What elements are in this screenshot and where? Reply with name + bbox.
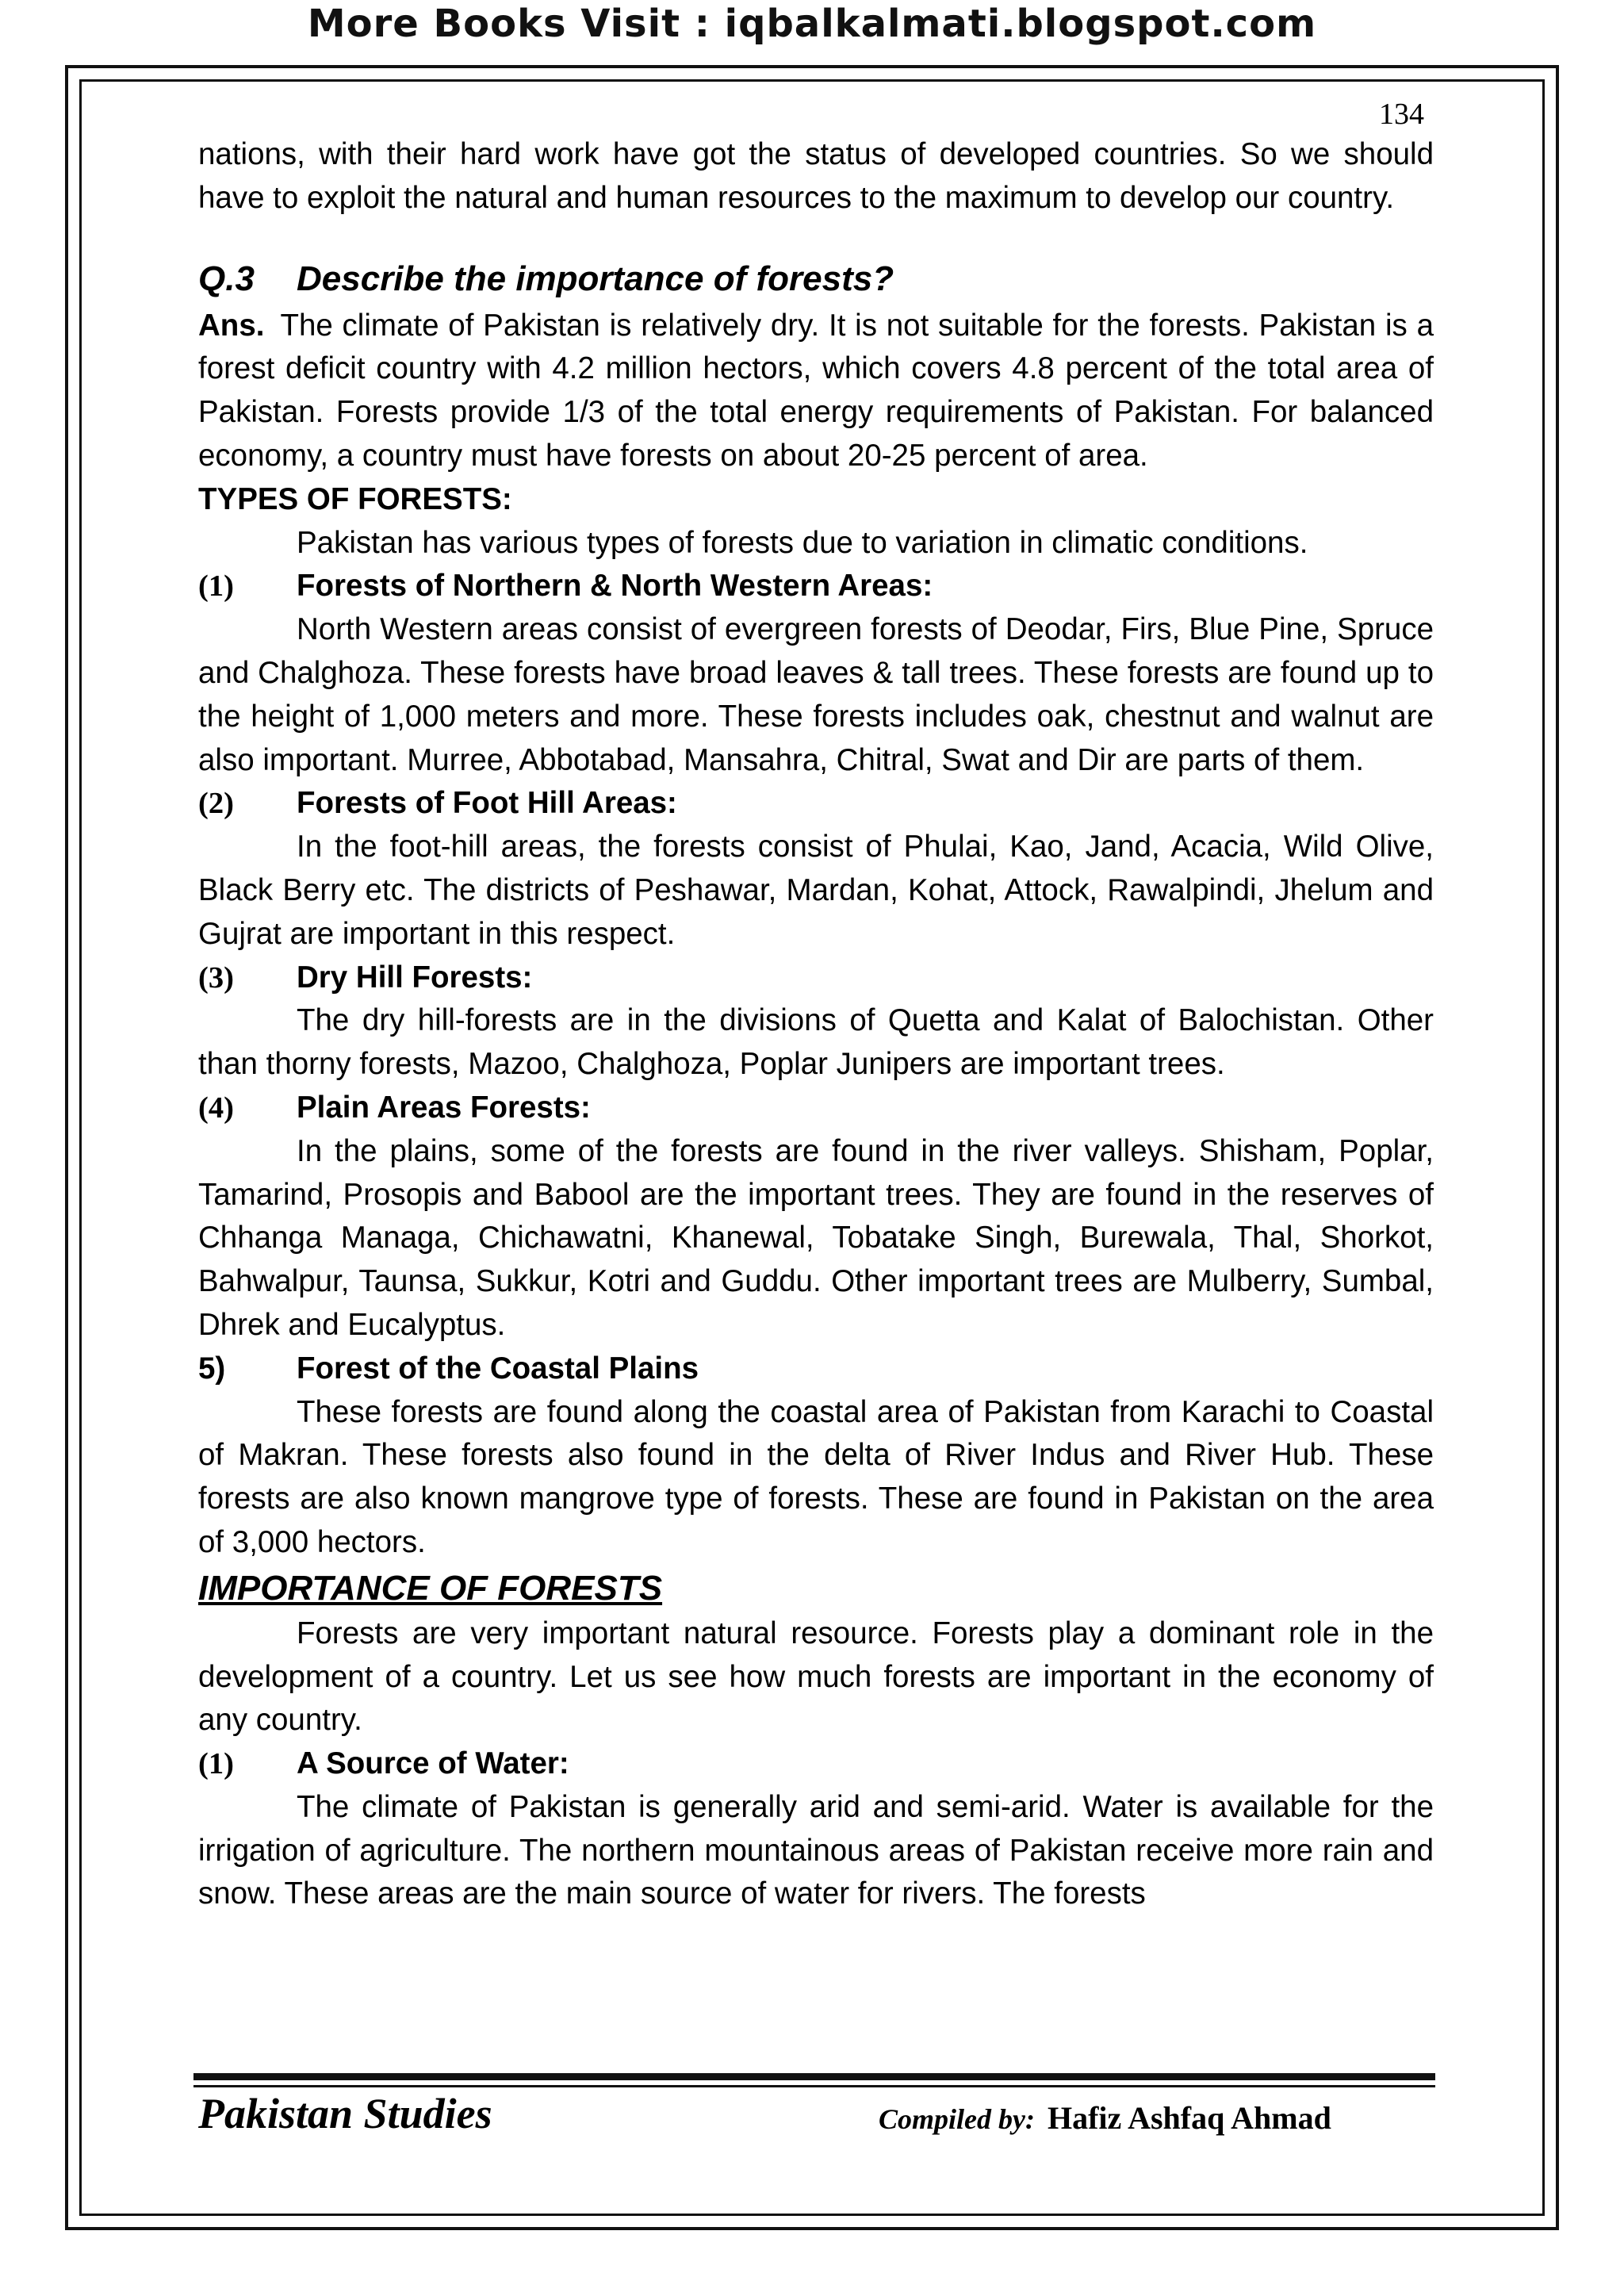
item-title: Forest of the Coastal Plains (297, 1351, 699, 1386)
forest-type-heading (198, 565, 1434, 608)
footer-rule-thin (193, 2085, 1435, 2087)
footer-rule-thick (193, 2073, 1435, 2080)
item-title: Dry Hill Forests: (297, 960, 533, 995)
forest-type-text: North Western areas consist of evergreen forests of Deodar, Firs, Blue Pine, Spruce and Chalghoza. These forests have broad leaves & tall trees. These forests are found up to the height of 1,000 meters and more. These forests includes oak, chestnut and walnut are also important. Murree, Abbotabad, Mansahra, Chitral, Swat and Dir are parts of them. (198, 612, 1434, 777)
page-number: 134 (1379, 98, 1424, 131)
compiled-label: Compiled by: (879, 2103, 1035, 2135)
types-heading: TYPES OF FORESTS: (198, 481, 512, 516)
item-number: (1) (198, 1747, 234, 1781)
importance-item-heading (198, 1742, 1434, 1786)
book-title: Pakistan Studies (198, 2090, 492, 2137)
item-number: (4) (198, 1091, 234, 1125)
importance-item-text: The climate of Pakistan is generally arid and semi-arid. Water is available for the irrigation of agriculture. The northern mountainous areas of Pakistan receive more rain and snow. These areas are the main source of water for rivers. The forests (198, 1789, 1434, 1911)
item-title: Forests of Foot Hill Areas: (297, 786, 677, 821)
intro-paragraph: nations, with their hard work have got the status of developed countries. So we should have to exploit the natural and human resources to the maximum to develop our country. (198, 137, 1434, 215)
author-name: Hafiz Ashfaq Ahmad (1047, 2100, 1331, 2136)
question-text: Describe the importance of forests? (297, 259, 894, 298)
forest-type-text: In the plains, some of the forests are found in the river valleys. Shisham, Poplar, Tamarind, Prosopis and Babool are the important trees. They are found in the reserves of Chhanga Managa, Chichawatni, Khanewal, Tobatake Singh, Burewala, Thal, Shorkot, Bahwalpur, Taunsa, Sukkur, Kotri and Guddu. Other important trees are Mulberry, Sumbal, Dhrek and Eucalyptus. (198, 1133, 1434, 1342)
item-title: Forests of Northern & North Western Areas: (297, 569, 933, 604)
item-number: (1) (198, 569, 234, 604)
item-number: (3) (198, 960, 234, 995)
forest-type-heading (198, 1347, 1434, 1391)
forest-type-heading (198, 1087, 1434, 1130)
importance-heading: IMPORTANCE OF FORESTS (198, 1568, 663, 1608)
importance-intro: Forests are very important natural resource. Forests play a dominant role in the development of a country. Let us see how much forests are important in the economy of any country. (198, 1616, 1434, 1738)
item-number: 5) (198, 1351, 226, 1386)
answer-label: Ans. (198, 308, 265, 343)
question-heading (198, 254, 1434, 305)
answer-text: The climate of Pakistan is relatively dry. It is not suitable for the forests. Pakistan is a forest deficit country with 4.2 million hectors, which covers 4.8 percent of the total area of Pakistan. Forests provide 1/3 of the total energy requirements of Pakistan. For balanced economy, a country must have forests on about 20-25 percent of area. (198, 308, 1434, 473)
forest-type-heading (198, 782, 1434, 826)
compiled-by (879, 2099, 1331, 2137)
item-number: (2) (198, 787, 234, 821)
types-intro: Pakistan has various types of forests due to variation in climatic conditions. (297, 525, 1308, 560)
item-title: Plain Areas Forests: (297, 1090, 591, 1125)
forest-type-text: In the foot-hill areas, the forests consist of Phulai, Kao, Jand, Acacia, Wild Olive, Black Berry etc. The districts of Peshawar, Mardan, Kohat, Attock, Rawalpindi, Jhelum and Gujrat are important in this respect. (198, 830, 1434, 951)
spacer (198, 220, 1434, 254)
forest-type-text: The dry hill-forests are in the divisions of Quetta and Kalat of Balochistan. Other than thorny forests, Mazoo, Chalghoza, Poplar Junipers are important trees. (198, 1003, 1434, 1082)
item-title: A Source of Water: (297, 1746, 569, 1781)
answer-paragraph (198, 305, 1434, 478)
forest-type-heading (198, 956, 1434, 1000)
forest-type-text: These forests are found along the coastal area of Pakistan from Karachi to Coastal of Makran. These forests also found in the delta of River Indus and River Hub. These forests are also known mangrove type of forests. These are found in Pakistan on the area of 3,000 hectors. (198, 1394, 1434, 1559)
page-content (198, 133, 1434, 1916)
banner-header: More Books Visit : iqbalkalmati.blogspot.com (307, 2, 1317, 46)
question-number: Q.3 (198, 259, 255, 298)
